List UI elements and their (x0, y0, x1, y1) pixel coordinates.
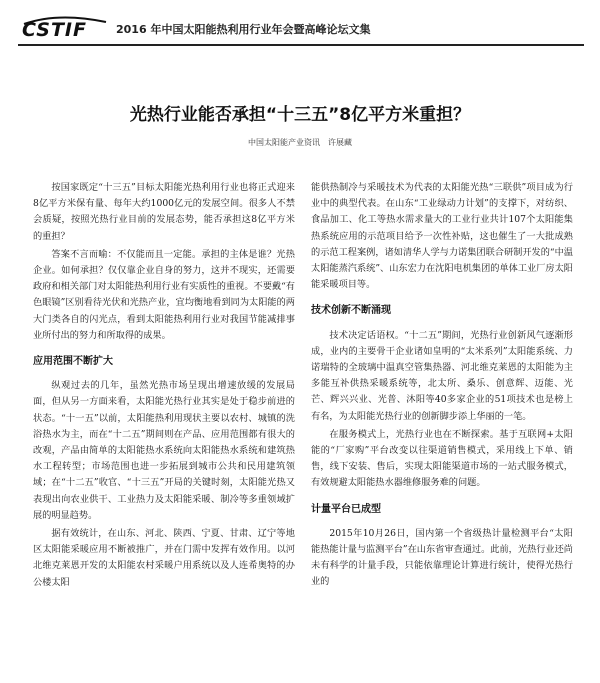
left-column (33, 180, 295, 593)
article-title: 光热行业能否承担“十三五”8亿平方米重担？ (129, 105, 471, 125)
section-heading: 技术创新不断涌现 (311, 305, 391, 317)
paragraph: 据有效统计，在山东、河北、陕西、宁夏、甘肃、辽宁等地区太阳能采暖应用不断被推广，并在门需中发挥有效作用。以河北维克莱恩开发的太阳能农村采暖户用系统以及人连希奥特的办公楼太阳 (33, 528, 295, 588)
paragraph: 纵观过去的几年，虽然光热市场呈现出增速放缓的发展局面，但从另一方面来看，太阳能光热行业其实是处于稳步前进的状态。“十一五”以前，太阳能热利用现状主要以农村、城镇的洗浴热水为主，而在“十二五”期间则在产品、应用范围都有很大的改观，产品由简单的太阳能热水系统向太阳能热水系统和建筑热水工程转型；市场范围也进一步拓展到城市公共和民用建筑领域；在“十二五”收官、“十三五”开局的关键时刻，太阳能光热又表现出向农业供干、工业热力及太阳能采暖、制冷等多重领域扩展的明显趋势。 (33, 380, 295, 521)
paragraph: 技术决定话语权。“十二五”期间，光热行业创新风气逐渐形成，业内的主要骨干企业诸如皇明的“太米系列”太阳能系统、力诺瑞特的全玻璃中温真空管集热器、河北维克莱恩的太阳能为主多能互补供热采暖系统等，北太所、桑乐、创意辉、迈能、光芒、辉兴兴业、光普、沐阳等40多家企业的51项技术也是榜上有名，为太阳能光热行业的创新脚步添上华丽的一笔。 (311, 329, 573, 422)
paragraph: 能供热制冷与采暖技术为代表的太阳能光热“三联供”项目成为行业中的典型代表。在山东“工业绿动力计划”的支撑下，对纺织、食品加工、化工等热水需求量大的工业行业共计107个太阳能集热系统应用的示范项目给予一次性补贴，这也催生了一大批成熟的示范工程案例，诸如清华人学与力诺集团联合研制开发的“中温太阳能蒸汽系统”、山东宏力在沈阳电机集团的单体工业厂房太阳能采暖项目等。 (311, 182, 573, 291)
running-header (18, 14, 584, 46)
right-column (311, 180, 573, 593)
paragraph: 答案不言而喻：不仅能而且一定能。承担的主体是谁？光热企业。如何承担？仅仅靠企业自身的努力，这并不现实，还需要政府和相关部门对太阳能热利用行业有实质性的重视。不要戴“有色眼镜”区别看待光伏和光热产业，宜均衡地看到同为太阳能的两大门类各自的闪光点，看到太阳能热利用行业对我国节能减排事业所付出的努力和所取得的成果。 (33, 248, 295, 341)
paragraph: 2015年10月26日，国内第一个省级热计量检测平台“太阳能热能计量与监测平台”在山东省审查通过。此前，光热行业还尚未有科学的计量手段，只能依靠理论计算进行统计，使得光热行业的 (311, 527, 573, 588)
section-heading: 应用范围不断扩大 (33, 356, 113, 368)
cstif-logo (18, 16, 110, 42)
logo-text: CSTIF (22, 19, 87, 41)
section-heading: 计量平台已成型 (311, 503, 381, 515)
paragraph: 按国家既定“十三五”目标太阳能光热利用行业也将正式迎来8亿平方米保有量、每年大约1000亿元的发展空间。很多人不禁会质疑，按照光热行业目前的发展态势，能否承担这8亿平方米的重担？ (33, 182, 295, 242)
running-title: 2016 年中国太阳能热利用行业年会暨高峰论坛文集 (116, 23, 371, 36)
paragraph: 在服务模式上，光热行业也在不断探索。基于互联网+太阳能的“厂家购”平台改变以往渠道销售模式，采用线上下单、销售，线下安装、售后，实现太阳能渠道市场的一站式服务模式，有效规避太阳能热水器维修服务难的问题。 (311, 428, 573, 489)
article-byline: 中国太阳能产业资讯 许展藏 (248, 138, 352, 147)
